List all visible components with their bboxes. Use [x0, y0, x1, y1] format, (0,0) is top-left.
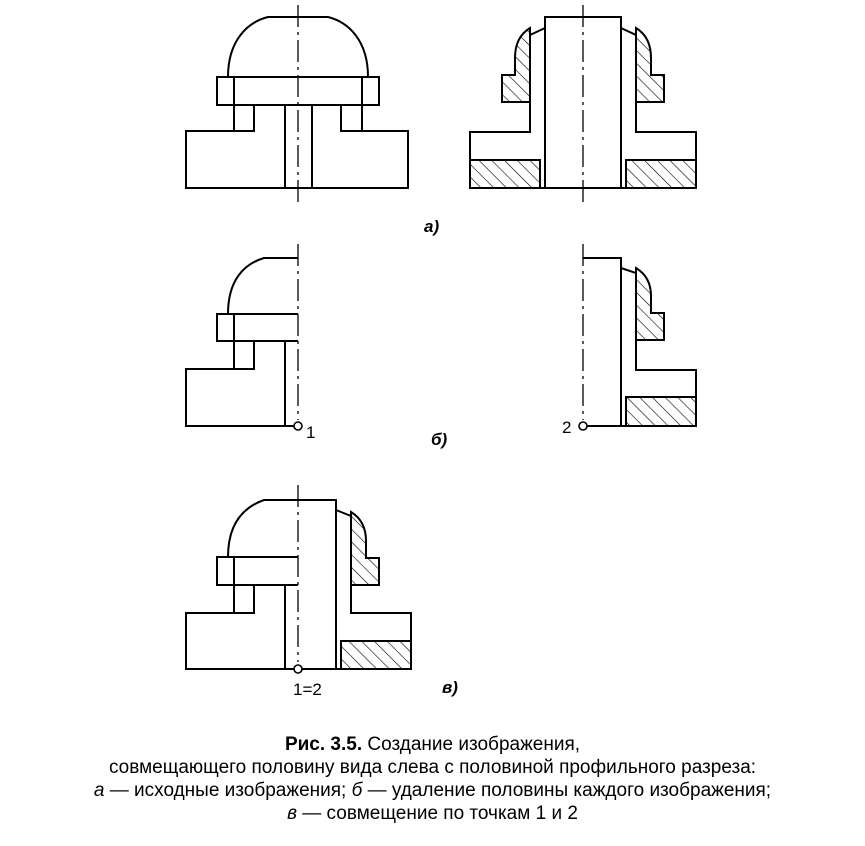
view-a-full-left-view	[186, 5, 408, 204]
point-merged-label: 1=2	[293, 680, 322, 699]
caption-line-2: совмещающего половину вида слева с половиной профильного разреза:	[108, 757, 757, 778]
view-b-half-view	[186, 244, 302, 430]
sub-label-c: в)	[442, 678, 458, 697]
caption-item-b-letter: б	[351, 780, 363, 801]
figure-caption	[0, 733, 865, 825]
point-merged-marker	[294, 665, 302, 673]
point-2-marker	[579, 422, 587, 430]
caption-title: Рис. 3.5.	[284, 734, 363, 755]
point-1-label: 1	[306, 423, 316, 442]
view-b-half-section	[579, 244, 696, 430]
caption-item-a-text: — исходные изображения;	[104, 780, 352, 801]
caption-item-c-text: — совмещение по точкам 1 и 2	[297, 803, 578, 824]
sub-label-b: б)	[431, 430, 448, 449]
caption-line-4	[0, 802, 865, 825]
caption-line-1	[0, 733, 865, 756]
caption-line-3	[0, 779, 865, 802]
point-1-marker	[294, 422, 302, 430]
view-a-full-section	[470, 5, 696, 204]
caption-line-1-text: Создание изображения,	[362, 734, 581, 755]
sub-label-a: а)	[424, 217, 440, 236]
caption-item-b-text: — удаление половины каждого изображения;	[362, 780, 772, 801]
point-2-label: 2	[562, 418, 572, 437]
caption-item-c-letter: в	[287, 803, 297, 824]
view-c-combined	[186, 485, 411, 673]
caption-item-a-letter: а	[93, 780, 105, 801]
